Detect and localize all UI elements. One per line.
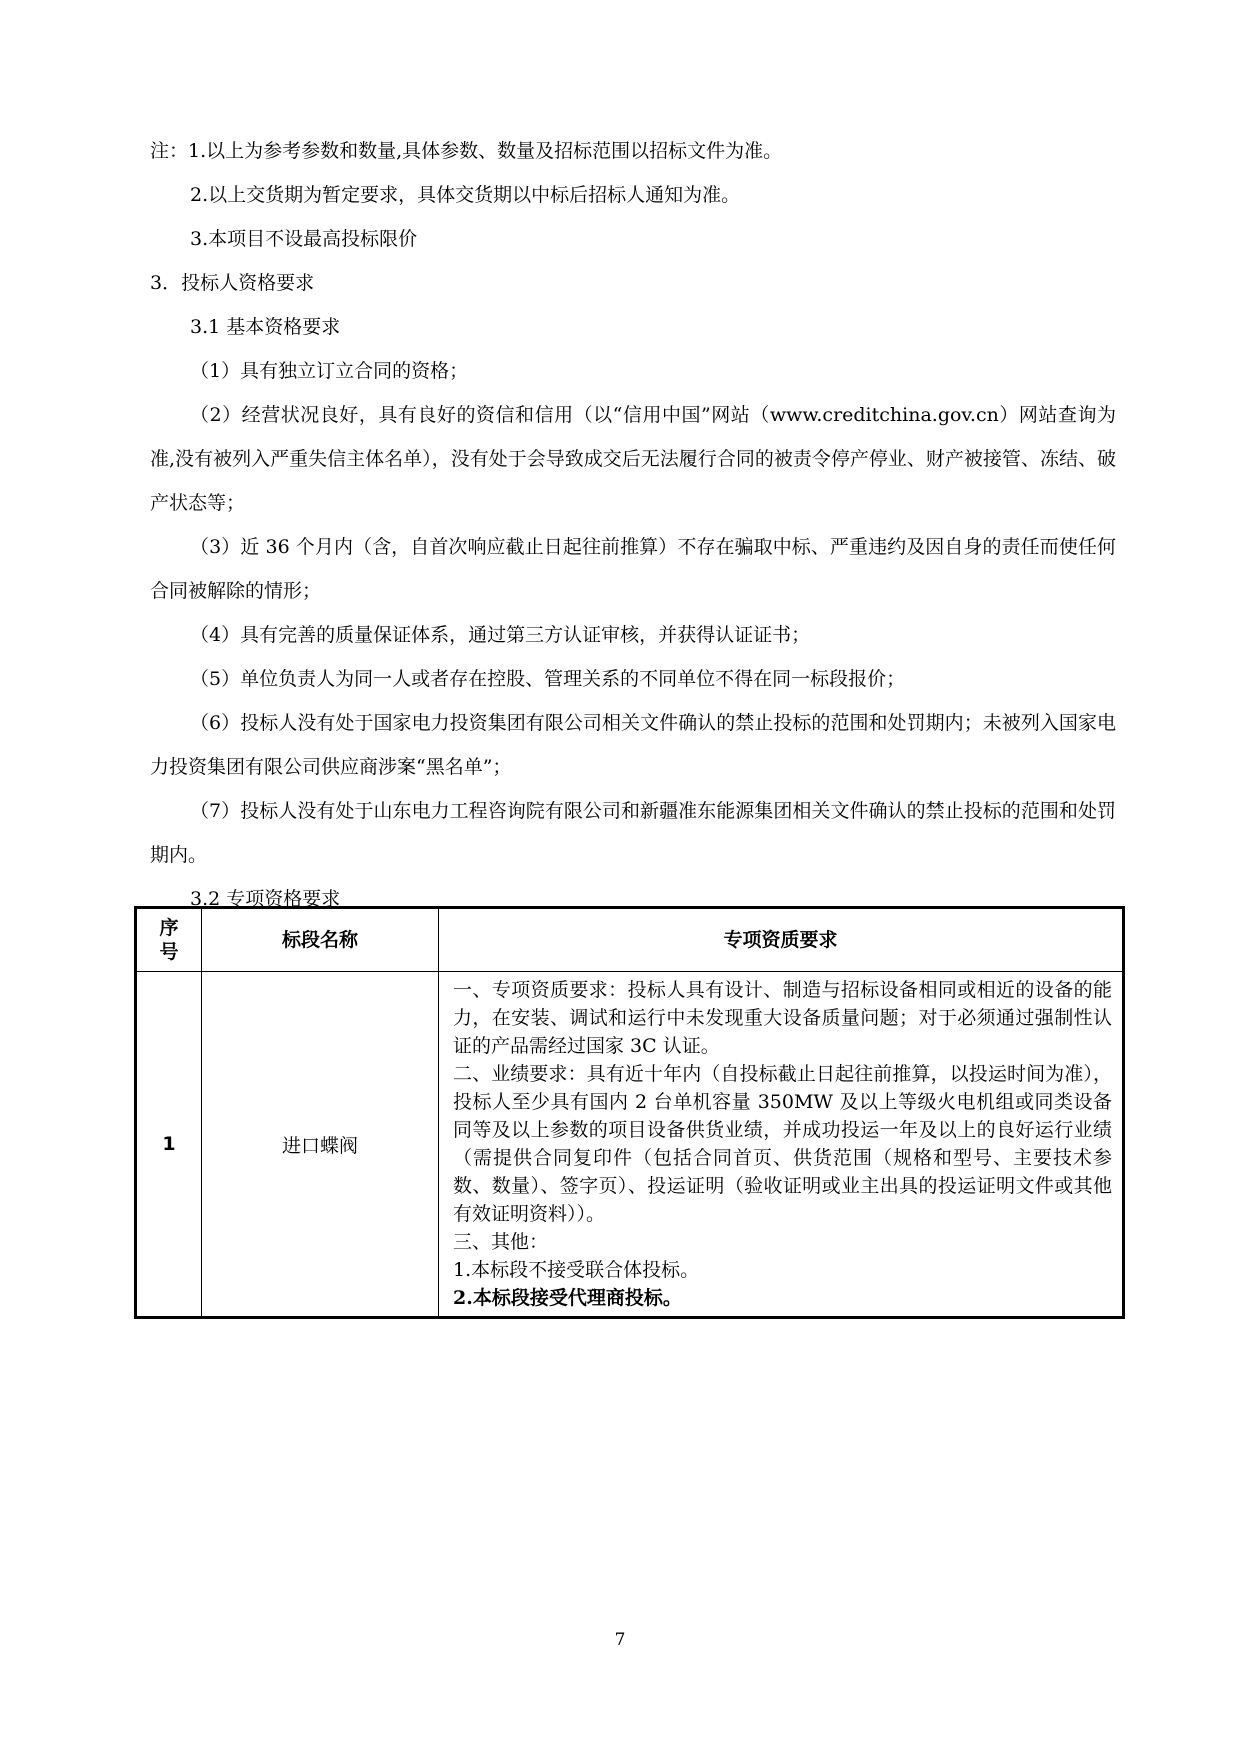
header-section-name: 标段名称 <box>202 908 439 972</box>
section-3-title: 3．投标人资格要求 <box>150 272 315 294</box>
requirement-other-2: 2.本标段接受代理商投标。 <box>453 1287 682 1309</box>
row-section-name: 进口蝶阀 <box>202 972 439 1318</box>
note-line-2: 2.以上交货期为暂定要求，具体交货期以中标后招标人通知为准。 <box>190 184 741 206</box>
qualification-table <box>134 906 1125 1319</box>
requirement-item-3: （3）近 36 个月内（含，自首次响应截止日起往前推算）不存在骗取中标、严重违约及因自身的责任而使任何合同被解除的情形； <box>150 536 1116 602</box>
table-row <box>136 972 1124 1318</box>
requirement-qualification: 一、专项资质要求：投标人具有设计、制造与招标设备相同或相近的设备的能力，在安装、调试和运行中未发现重大设备质量问题；对于必须通过强制性认证的产品需经过国家 3C 认证。 <box>453 979 1112 1057</box>
requirement-item-5: （5）单位负责人为同一人或者存在控股、管理关系的不同单位不得在同一标段报价； <box>190 668 906 690</box>
page-number: 7 <box>614 1630 626 1650</box>
note-line-3: 3.本项目不设最高投标限价 <box>190 228 418 250</box>
requirement-item-1: （1）具有独立订立合同的资格； <box>190 360 469 382</box>
section-3-1-title: 3.1 基本资格要求 <box>190 316 341 338</box>
requirement-other-1: 1.本标段不接受联合体投标。 <box>453 1259 700 1281</box>
requirement-performance: 二、业绩要求：具有近十年内（自投标截止日起往前推算，以投运时间为准），投标人至少具有国内 2 台单机容量 350MW 及以上等级火电机组或同类设备同等及以上参数的项目设备供货业绩，并成功投运一年及以上的良好运行业绩（需提供合同复印件（包括合同首页、供货范围（规格和型号、主要技术参数、数量）、签字页）、投运证明（验收证明或业主出具的投运证明文件或其他有效证明资料））。 <box>453 1063 1112 1225</box>
requirement-item-6: （6）投标人没有处于国家电力投资集团有限公司相关文件确认的禁止投标的范围和处罚期内；未被列入国家电力投资集团有限公司供应商涉案“黑名单”； <box>150 712 1116 778</box>
note-line-1: 注：1.以上为参考参数和数量,具体参数、数量及招标范围以招标文件为准。 <box>150 140 783 162</box>
section-3-2-title: 3.2 专项资格要求 <box>190 888 341 910</box>
row-seq: 1 <box>136 972 202 1318</box>
requirement-item-2: （2）经营状况良好，具有良好的资信和信用（以“信用中国”网站（www.creditchina.gov.cn）网站查询为准,没有被列入严重失信主体名单），没有处于会导致成交后无法履行合同的被责令停产停业、财产被接管、冻结、破产状态等； <box>150 404 1116 514</box>
requirement-other-heading: 三、其他： <box>453 1231 549 1253</box>
header-special-requirements: 专项资质要求 <box>439 908 1124 972</box>
header-seq: 序号 <box>136 908 202 972</box>
row-special-requirements <box>439 972 1124 1318</box>
requirement-item-7: （7）投标人没有处于山东电力工程咨询院有限公司和新疆准东能源集团相关文件确认的禁止投标的范围和处罚期内。 <box>150 800 1116 866</box>
requirement-item-4: （4）具有完善的质量保证体系，通过第三方认证审核，并获得认证证书； <box>190 624 811 646</box>
table-header-row <box>136 908 1124 972</box>
body-text <box>150 140 1116 910</box>
